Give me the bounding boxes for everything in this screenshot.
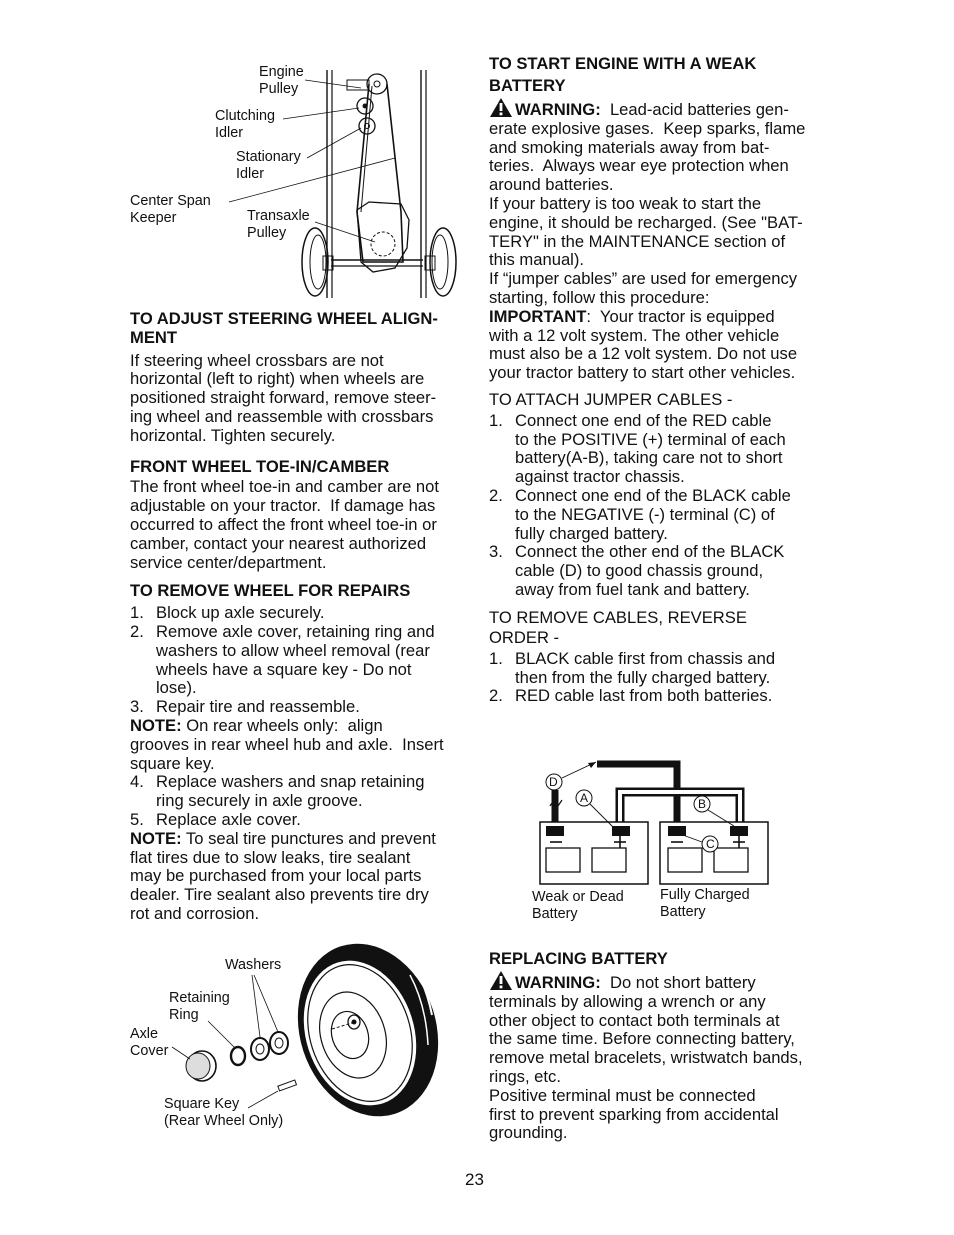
callout-d: D (549, 775, 558, 789)
label-retaining-ring: Retaining Ring (169, 990, 230, 1023)
label-washers: Washers (225, 957, 282, 973)
label-axle-cover: Axle Cover (130, 1026, 169, 1059)
recharge-paragraph: If your battery is too weak to start the engine, it should be recharged. (See "BAT- TERY" in the MAINTENANCE section of this manual). (489, 193, 803, 270)
step-number: 1. (489, 410, 503, 430)
label-clutching-idler: Clutching Idler (215, 108, 275, 141)
step-number: 3. (489, 542, 503, 562)
positive-terminal-paragraph: Positive terminal must be connected first to prevent sparking from accidental grounding. (489, 1085, 779, 1143)
step-text: Repair tire and reassemble. (156, 697, 360, 717)
remove-cables-heading: TO REMOVE CABLES, REVERSE ORDER - (489, 607, 747, 647)
step-number: 3. (130, 697, 144, 717)
step-text: Connect one end of the RED cable to the POSITIVE (+) terminal of each battery(A-B), taking care not to short against tractor chassis. (515, 410, 786, 487)
right-column (489, 53, 834, 706)
replacing-heading: REPLACING BATTERY (489, 949, 668, 968)
important-label: IMPORTANT (489, 306, 587, 326)
list-item (489, 543, 834, 599)
label-engine-pulley: Engine Pulley (259, 64, 304, 97)
note-label: NOTE: (130, 715, 182, 735)
page-number: 23 (465, 1170, 484, 1189)
note-label: NOTE: (130, 828, 182, 848)
warning-explosive-gases (489, 97, 834, 195)
weak-battery-heading: TO START ENGINE WITH A WEAK BATTERY (489, 54, 757, 95)
list-item (130, 773, 470, 811)
remove-wheel-steps (130, 604, 470, 717)
remove-wheel-heading: TO REMOVE WHEEL FOR REPAIRS (130, 581, 411, 601)
note-rear-wheels (130, 717, 470, 773)
list-item (489, 650, 834, 688)
callout-c: C (706, 837, 715, 851)
toe-in-heading: FRONT WHEEL TOE-IN/CAMBER (130, 456, 390, 476)
label-charged-battery: Fully Charged Battery (660, 887, 750, 920)
list-item (489, 487, 834, 543)
list-item (130, 698, 470, 717)
attach-steps (489, 412, 834, 600)
step-text: RED cable last from both batteries. (515, 686, 773, 706)
steering-heading: TO ADJUST STEERING WHEEL ALIGN- MENT (130, 309, 438, 347)
warning-label: WARNING: (515, 100, 601, 119)
jumper-paragraph: If “jumper cables” are used for emergency starting, follow this procedure: (489, 269, 798, 307)
warning-label: WARNING: (515, 973, 601, 992)
warning-short-terminals (489, 970, 834, 1087)
step-text: Connect the other end of the BLACK cable (D) to good chassis ground, away from fuel tank and battery. (515, 542, 785, 599)
warning-text: Lead-acid batteries gen- erate explosive gases. Keep sparks, flame and smoking materials away from bat- teries. Always wear eye protection when around batteries. (489, 100, 806, 195)
warning-text: Do not short battery terminals by allowing a wrench or any other object to contact both terminals at the same time. Before connecting battery, remove metal bracelets, wristwatch bands, rings, etc. (489, 973, 803, 1086)
step-text: Remove axle cover, retaining ring and washers to allow wheel removal (rear wheels have a square key - Do not lose). (156, 621, 435, 698)
replacing-battery-section (489, 948, 834, 1143)
remove-wheel-steps-2 (130, 773, 470, 829)
step-number: 1. (130, 603, 144, 623)
jumper-cable-diagram (532, 750, 782, 890)
list-item (130, 811, 470, 830)
remove-cables-steps (489, 650, 834, 706)
callout-b: B (698, 797, 707, 811)
label-transaxle-pulley: Transaxle Pulley (247, 208, 310, 241)
list-item (130, 604, 470, 623)
toe-in-body: The front wheel toe-in and camber are not adjustable on your tractor. If damage has occurred to affect the front wheel toe-in or camber, contact your nearest authorized service center/department. (130, 477, 440, 572)
list-item (130, 623, 470, 698)
step-text: Replace washers and snap retaining ring securely in axle groove. (156, 772, 425, 811)
note-text: To seal tire punctures and prevent flat tires due to slow leaks, tire sealant may be purchased from your local parts dealer. Tire sealant also prevents tire dry rot and corrosion. (130, 828, 436, 923)
note-tire-sealant (130, 830, 470, 924)
label-weak-battery: Weak or Dead Battery (532, 889, 624, 922)
step-text: Connect one end of the BLACK cable to the NEGATIVE (-) terminal (C) of fully charged battery. (515, 485, 791, 543)
label-square-key: Square Key (Rear Wheel Only) (164, 1096, 284, 1129)
step-number: 2. (130, 621, 144, 641)
step-number: 2. (489, 686, 503, 706)
label-stationary-idler: Stationary Idler (236, 149, 301, 182)
list-item (489, 412, 834, 487)
steering-body: If steering wheel crossbars are not horizontal (left to right) when wheels are positioned straight forward, remove steer- ing wheel and reassemble with crossbars horizontal. Tighten securely. (130, 350, 437, 445)
step-text: Replace axle cover. (156, 809, 301, 829)
warning-icon (489, 97, 513, 118)
important-text: : Your tractor is equipped with a 12 volt system. The other vehicle must also be a 12 volt system. Do not use your tractor battery to start other vehicles. (489, 306, 798, 383)
step-text: BLACK cable first from chassis and then from the fully charged battery. (515, 648, 776, 687)
attach-heading: TO ATTACH JUMPER CABLES - (489, 389, 733, 409)
label-center-span-keeper: Center Span Keeper (130, 193, 211, 226)
note-text: On rear wheels only: align grooves in rear wheel hub and axle. Insert square key. (130, 715, 444, 773)
step-number: 2. (489, 485, 503, 505)
step-number: 5. (130, 809, 144, 829)
list-item (489, 687, 834, 706)
left-column (130, 310, 470, 924)
step-text: Block up axle securely. (156, 603, 325, 623)
callout-a: A (580, 791, 589, 805)
step-number: 4. (130, 772, 144, 792)
important-note (489, 308, 834, 383)
step-number: 1. (489, 648, 503, 668)
belt-diagram (125, 62, 465, 302)
warning-icon (489, 970, 513, 991)
